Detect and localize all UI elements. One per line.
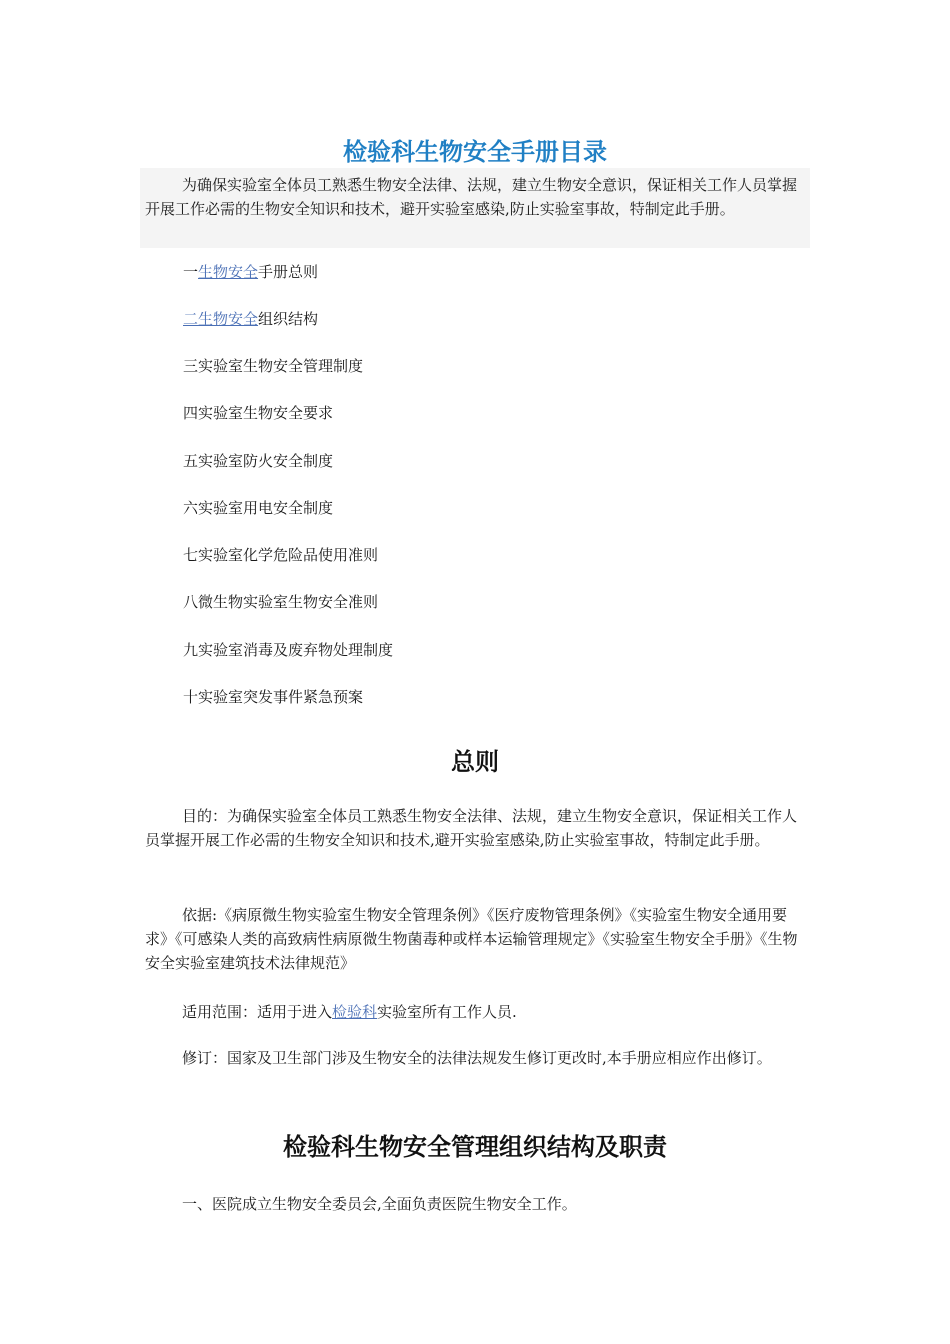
revision-paragraph: 修订：国家及卫生部门涉及生物安全的法律法规发生修订更改时,本手册应相应作出修订。 [182, 1049, 772, 1067]
toc-item-2 [183, 309, 318, 329]
organization-item-1: 一、医院成立生物安全委员会,全面负责医院生物安全工作。 [182, 1195, 577, 1213]
section-heading-organization: 检验科生物安全管理组织结构及职责 [283, 1133, 667, 1161]
toc-item-9: 九实验室消毒及废弃物处理制度 [183, 641, 394, 659]
toc-item-5: 五实验室防火安全制度 [183, 452, 334, 470]
scope-paragraph [145, 1000, 805, 1024]
toc-item-7: 七实验室化学危险品使用准则 [183, 546, 379, 564]
basis-paragraph: 依据:《病原微生物实验室生物安全管理条例》《医疗废物管理条例》《实验室生物安全通用要求》《可感染人类的高致病性病原微生物菌毒种或样本运输管理规定》《实验室生物安全手册》《生物安全实验室建筑技术法律规范》 [145, 906, 798, 972]
scope-prefix: 适用范围：适用于进入 [182, 1003, 333, 1021]
toc-item-1-prefix: 一 [183, 263, 199, 281]
purpose-paragraph: 目的：为确保实验室全体员工熟悉生物安全法律、法规，建立生物安全意识，保证相关工作人员掌握开展工作必需的生物安全知识和技术,避开实验室感染,防止实验室事故，特制定此手册。 [145, 807, 798, 849]
intro-paragraph: 为确保实验室全体员工熟悉生物安全法律、法规，建立生物安全意识，保证相关工作人员掌握开展工作必需的生物安全知识和技术，避开实验室感染,防止实验室事故，特制定此手册。 [145, 176, 798, 218]
toc-item-8: 八微生物实验室生物安全准则 [183, 593, 379, 611]
toc-item-6: 六实验室用电安全制度 [183, 499, 334, 517]
toc-item-1 [183, 262, 318, 282]
toc-item-2-link[interactable]: 生物安全 [198, 310, 259, 328]
toc-item-10: 十实验室突发事件紧急预案 [183, 688, 364, 706]
toc-item-2-prefix[interactable]: 二 [183, 310, 199, 328]
toc-item-3: 三实验室生物安全管理制度 [183, 357, 364, 375]
document-title: 检验科生物安全手册目录 [343, 138, 607, 166]
toc-item-1-link[interactable]: 生物安全 [198, 263, 259, 281]
toc-item-4: 四实验室生物安全要求 [183, 404, 334, 422]
section-heading-general: 总则 [451, 748, 499, 776]
toc-item-2-suffix: 组织结构 [258, 310, 319, 328]
scope-suffix: 实验室所有工作人员. [377, 1003, 517, 1021]
toc-item-1-suffix: 手册总则 [258, 263, 319, 281]
scope-link[interactable]: 检验科 [332, 1003, 378, 1021]
